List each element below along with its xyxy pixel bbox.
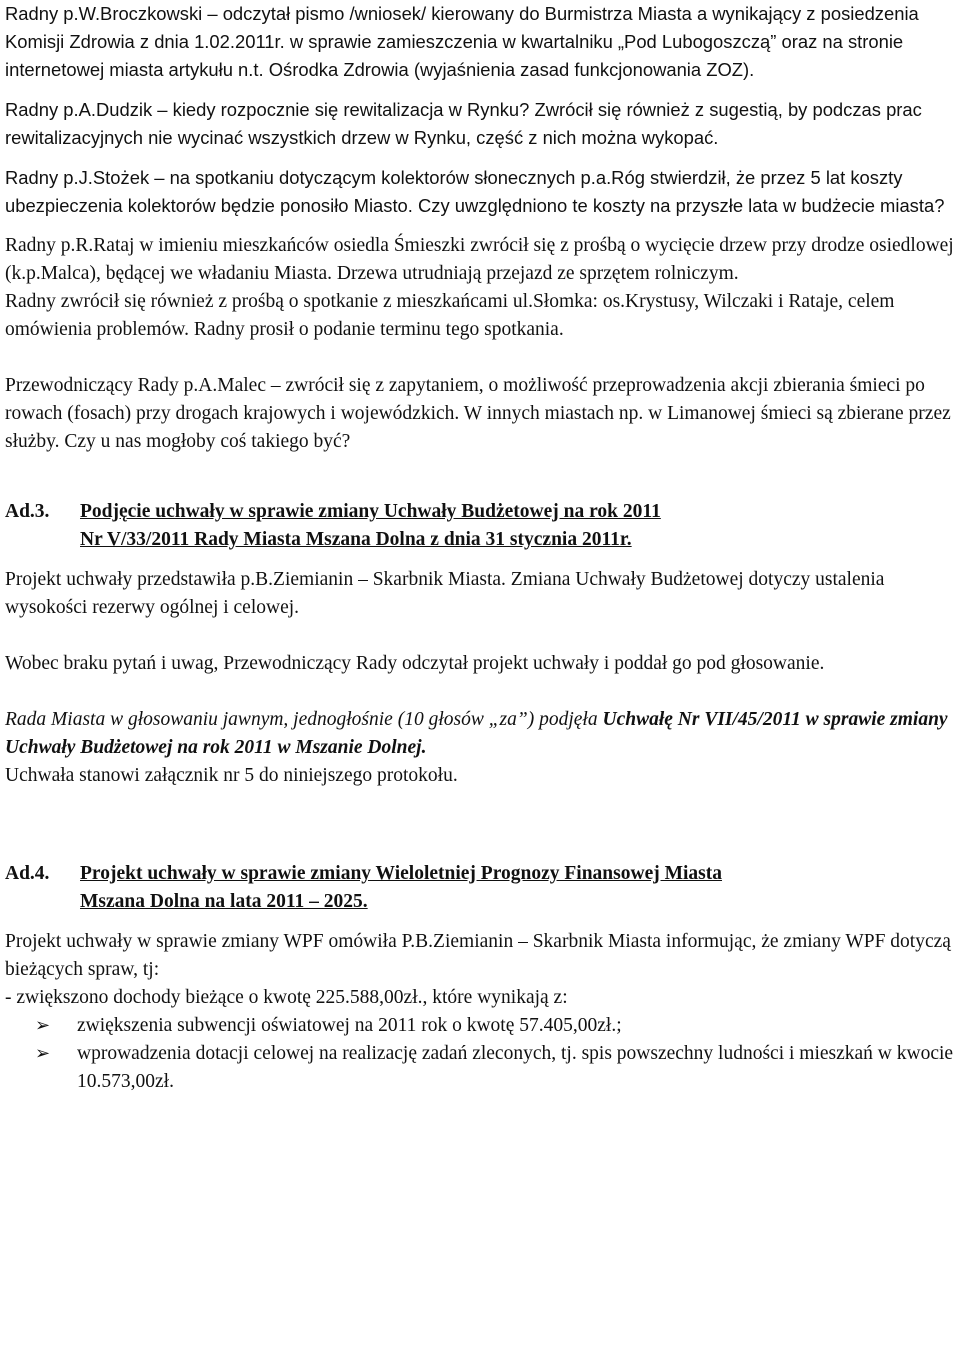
paragraph-malec: Przewodniczący Rady p.A.Malec – zwrócił się z zapytaniem, o możliwość przeprowadzenia akcji zbierania śmieci po rowach (fosach) przy drogach krajowych i wojewódzkich. W innych miastach np. w Limanowej śmieci są zbierane przez służby. Czy u nas mogłoby coś takiego być? — [5, 375, 951, 452]
section-title-line: Projekt uchwały w sprawie zmiany Wieloletniej Prognozy Finansowej Miasta — [80, 863, 723, 884]
paragraph-ad4-project: Projekt uchwały w sprawie zmiany WPF omówiła P.B.Ziemianin – Skarbnik Miasta informując, że zmiany WPF dotyczą bieżących spraw, tj: — [5, 931, 951, 980]
list-item — [5, 1040, 955, 1096]
section-title-line: Nr V/33/2011 Rady Miasta Mszana Dolna z dnia 31 stycznia 2011r. — [80, 529, 632, 550]
vote-text: Rada Miasta w głosowaniu jawnym, jednogłośnie (10 głosów „za”) podjęła — [5, 709, 603, 730]
section-title-line: Podjęcie uchwały w sprawie zmiany Uchwały Budżetowej na rok 2011 — [80, 501, 661, 522]
arrow-bullet-icon: ➢ — [35, 1043, 51, 1064]
section-number: Ad.4. — [5, 863, 50, 884]
section-heading-ad3 — [5, 498, 955, 554]
section-title — [80, 860, 722, 916]
list-item — [5, 1012, 955, 1040]
paragraph-stozek: Radny p.J.Stożek – na spotkaniu dotyczącym kolektorów słonecznych p.a.Róg stwierdził, że przez 5 lat koszty ubezpieczenia kolektorów będzie ponosiło Miasto. Czy uwzględniono te koszty na przyszłe lata w budżecie miasta? — [5, 167, 945, 216]
income-breakdown-list — [5, 1012, 955, 1096]
paragraph-rataj: Radny p.R.Rataj w imieniu mieszkańców osiedla Śmieszki zwrócił się z prośbą o wycięcie drzew przy drodze osiedlowej (k.p.Malca), będącej we władaniu Miasta. Drzewa utrudniają przejazd ze sprzętem rolniczym. — [5, 235, 954, 284]
paragraph-dudzik: Radny p.A.Dudzik – kiedy rozpocznie się rewitalizacja w Rynku? Zwrócił się również z sugestią, by podczas prac rewitalizacyjnych nie wycinać wszystkich drzew w Rynku, część z nich można wykopać. — [5, 99, 922, 148]
list-item-text: zwiększenia subwencji oświatowej na 2011 rok o kwotę 57.405,00zł.; — [77, 1015, 622, 1036]
section-number: Ad.3. — [5, 501, 50, 522]
arrow-bullet-icon: ➢ — [35, 1015, 51, 1036]
section-heading-ad4 — [5, 860, 955, 916]
resolution-name: Uchwałę Nr VII/45/2011 w sprawie zmiany Uchwały Budżetowej na rok 2011 w Mszanie Dolnej. — [5, 709, 948, 758]
paragraph-ad3-project: Projekt uchwały przedstawiła p.B.Ziemianin – Skarbnik Miasta. Zmiana Uchwały Budżetowej dotyczy ustalenia wysokości rezerwy ogólnej i celowej. — [5, 569, 885, 618]
paragraph-ad3-vote-call: Wobec braku pytań i uwag, Przewodniczący Rady odczytał projekt uchwały i poddał go pod głosowanie. — [5, 653, 825, 674]
document-page — [5, 0, 955, 1096]
list-item-text: wprowadzenia dotacji celowej na realizację zadań zleconych, tj. spis powszechny ludności i mieszkań w kwocie 10.573,00zł. — [77, 1043, 954, 1092]
paragraph-rataj-meeting: Radny zwrócił się również z prośbą o spotkanie z mieszkańcami ul.Słomka: os.Krystusy, Wilczaki i Rataje, celem omówienia problemów. Radny prosił o podanie terminu tego spotkania. — [5, 291, 895, 340]
paragraph-broczkowski: Radny p.W.Broczkowski – odczytał pismo /wniosek/ kierowany do Burmistrza Miasta a wynikający z posiedzenia Komisji Zdrowia z dnia 1.02.2011r. w sprawie zamieszczenia w kwartalniku „Pod Lubogoszczą” oraz na stronie internetowej miasta artykułu n.t. Ośrodka Zdrowia (wyjaśnienia zasad funkcjonowania ZOZ). — [5, 3, 919, 80]
section-title — [80, 498, 661, 554]
paragraph-ad3-vote-result — [5, 706, 955, 762]
paragraph-ad3-attachment: Uchwała stanowi załącznik nr 5 do niniejszego protokołu. — [5, 765, 458, 786]
section-title-line: Mszana Dolna na lata 2011 – 2025. — [80, 891, 368, 912]
paragraph-ad4-income: - zwiększono dochody bieżące o kwotę 225.588,00zł., które wynikają z: — [5, 987, 568, 1008]
